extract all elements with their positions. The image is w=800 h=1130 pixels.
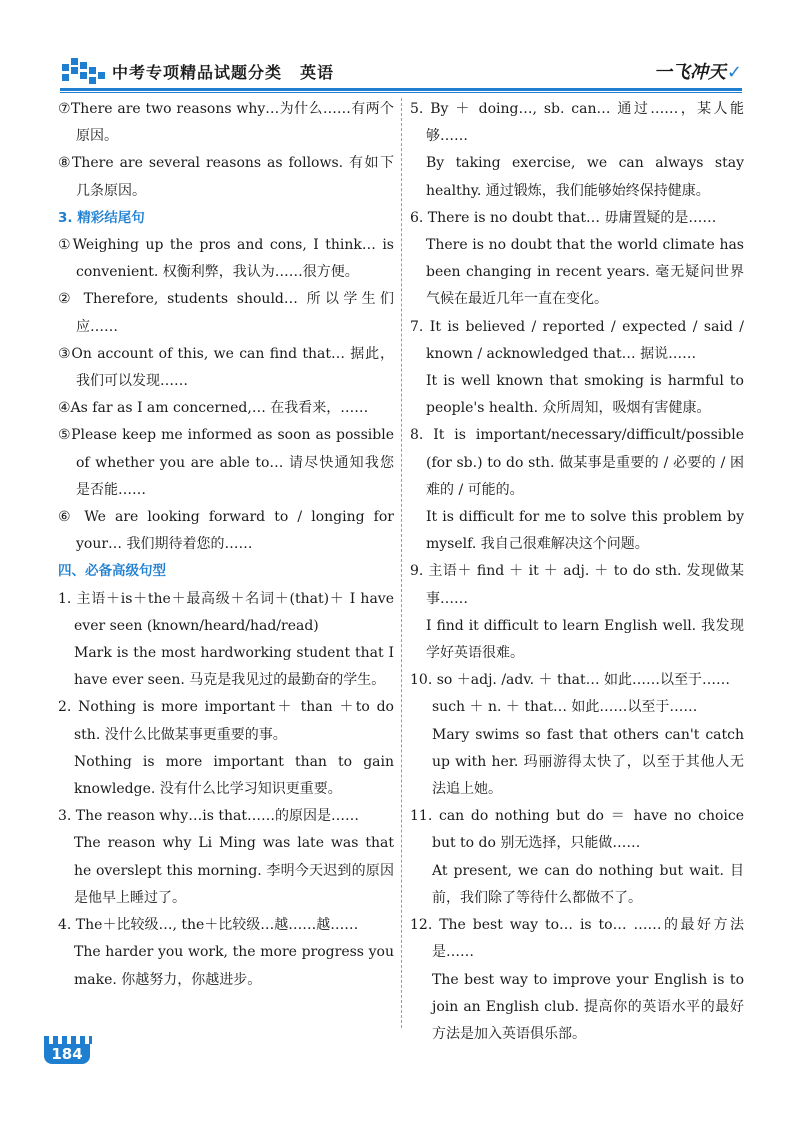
film-strip-icon [44, 1036, 92, 1044]
section-heading: 3. 精彩结尾句 [58, 209, 145, 226]
left-column [58, 96, 394, 994]
pattern-head: 2. Nothing is more important＋ than ＋to do sth. 没什么比做某事更重要的事。 [58, 699, 394, 743]
list-item: ② Therefore, students should… 所以学生们应…… [58, 291, 394, 335]
list-item: ①Weighing up the pros and cons, I think… is convenient. 权衡利弊，我认为……很方便。 [58, 237, 394, 281]
pattern-example: It is well known that smoking is harmful to people's health. 众所周知，吸烟有害健康。 [426, 373, 744, 417]
list-item: ⑧There are several reasons as follows. 有如下几条原因。 [58, 155, 394, 199]
series-title: 中考专项精品试题分类 英语 [112, 63, 335, 82]
pattern-head: 5. By ＋ doing…, sb. can… 通过……，某人能够…… [410, 101, 744, 145]
section-heading: 四、必备高级句型 [58, 563, 166, 580]
list-item: ⑦There are two reasons why…为什么……有两个原因。 [58, 101, 394, 145]
list-item: ⑥ We are looking forward to / longing for your… 我们期待着您的…… [58, 509, 394, 553]
pattern-example: Mark is the most hardworking student that I have ever seen. 马克是我见过的最勤奋的学生。 [74, 645, 394, 689]
page-number: 184 [44, 1044, 90, 1064]
right-column [410, 96, 744, 1048]
brand-logo: 一飞冲天✓ [653, 62, 742, 83]
pattern-head: 7. It is believed / reported / expected / said / known / acknowledged that… 据说…… [410, 318, 744, 362]
page-header [0, 0, 800, 96]
pattern-head: 9. 主语＋ find ＋ it ＋ adj. ＋ to do sth. 发现做某事…… [410, 563, 744, 607]
header-rule-thin [60, 92, 742, 93]
pattern-example: It is difficult for me to solve this problem by myself. 我自己很难解决这个问题。 [426, 509, 744, 553]
pattern-example: There is no doubt that the world climate has been changing in recent years. 毫无疑问世界气候在最近几年一直在变化。 [426, 237, 744, 308]
pattern-example: The harder you work, the more progress you make. 你越努力，你越进步。 [74, 944, 394, 988]
pattern-example: At present, we can do nothing but wait. 目前，我们除了等待什么都做不了。 [432, 862, 744, 906]
pattern-example: The reason why Li Ming was late was that he overslept this morning. 李明今天迟到的原因是他早上睡过了。 [74, 835, 394, 906]
pattern-head: 12. The best way to… is to… ……的最好方法是…… [410, 917, 744, 961]
pattern-example: Nothing is more important than to gain knowledge. 没有什么比学习知识更重要。 [74, 753, 394, 798]
page-number-badge [44, 1036, 92, 1068]
list-item: ③On account of this, we can find that… 据此，我们可以发现…… [58, 345, 394, 390]
checker-logo-icon [62, 58, 106, 86]
header-rule [60, 88, 742, 91]
pattern-head-alt: such ＋ n. ＋ that… 如此……以至于…… [432, 699, 698, 716]
pattern-head: 10. so ＋adj. /adv. ＋ that… 如此……以至于…… [410, 672, 731, 689]
column-divider [401, 98, 402, 1028]
check-swoosh-icon: ✓ [726, 62, 742, 83]
pattern-head: 8. It is important/necessary/difficult/possible (for sb.) to do sth. 做某事是重要的 / 必要的 / 困难的 / 可能的。 [410, 427, 744, 498]
pattern-head: 3. The reason why…is that……的原因是…… [58, 808, 359, 825]
pattern-head: 11. can do nothing but do ＝ have no choice but to do 别无选择，只能做…… [410, 808, 744, 852]
list-item: ④As far as I am concerned,… 在我看来，…… [58, 400, 369, 417]
subject-label: 英语 [300, 63, 335, 82]
pattern-head: 1. 主语＋is＋the＋最高级＋名词＋(that)＋ I have ever seen (known/heard/had/read) [58, 590, 394, 634]
pattern-head: 4. The＋比较级…, the＋比较级…越……越…… [58, 917, 359, 934]
pattern-example: The best way to improve your English is to join an English club. 提高你的英语水平的最好方法是加入英语俱乐部。 [432, 971, 744, 1042]
pattern-example: Mary swims so fast that others can't catch up with her. 玛丽游得太快了，以至于其他人无法追上她。 [432, 726, 744, 798]
pattern-example: I find it difficult to learn English well. 我发现学好英语很难。 [426, 617, 744, 662]
list-item: ⑤Please keep me informed as soon as possible of whether you are able to… 请尽快通知我您是否能…… [58, 427, 394, 498]
pattern-head: 6. There is no doubt that… 毋庸置疑的是…… [410, 209, 717, 226]
pattern-example: By taking exercise, we can always stay healthy. 通过锻炼，我们能够始终保持健康。 [426, 155, 744, 199]
